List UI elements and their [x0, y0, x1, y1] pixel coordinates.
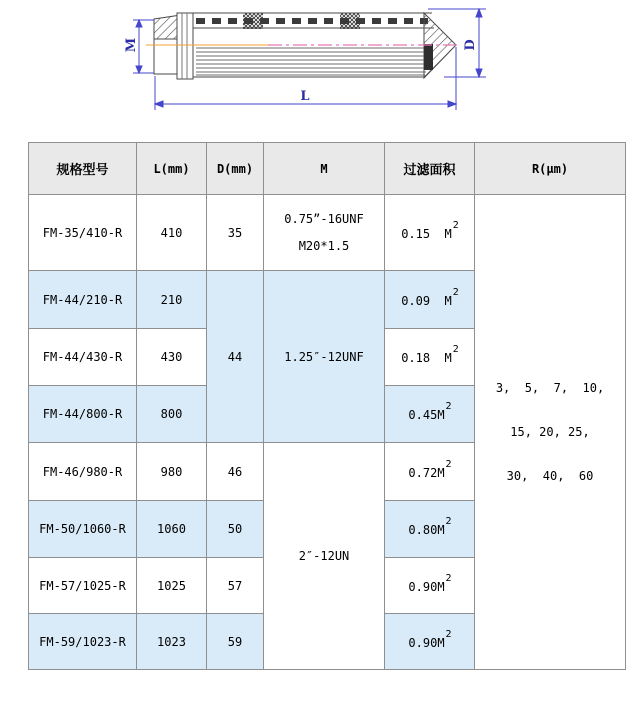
filter-body-outline: [154, 13, 456, 79]
superscript-2: 2: [452, 219, 459, 231]
dim-label-m: M: [124, 37, 139, 53]
model-cell: FM-46/980-R: [29, 443, 137, 501]
model-cell: FM-35/410-R: [29, 195, 137, 271]
superscript-2: 2: [452, 286, 459, 298]
diameter-cell: 57: [207, 558, 264, 614]
mesh-patch: [243, 13, 263, 29]
dim-label-l: L: [300, 89, 310, 104]
thread-cell: [264, 195, 385, 271]
header-diameter: D(mm): [207, 143, 264, 195]
thread-cell: 2″-12UN: [264, 443, 385, 670]
thread-cell: 1.25″-12UNF: [264, 271, 385, 443]
micron-line-3: 30, 40, 60: [506, 469, 594, 483]
model-cell: FM-44/800-R: [29, 386, 137, 443]
dim-label-d: D: [463, 39, 478, 51]
micron-line-2: 15, 20, 25,: [510, 425, 590, 439]
thread-line-2: M20*1.5: [298, 238, 350, 253]
area-cell: $0.90M^2$: [385, 614, 475, 670]
model-cell: FM-59/1023-R: [29, 614, 137, 670]
table-row: [29, 195, 626, 271]
header-filter-area: 过滤面积: [385, 143, 475, 195]
diameter-cell: 59: [207, 614, 264, 670]
length-cell: 1060: [137, 501, 207, 558]
model-cell: FM-57/1025-R: [29, 558, 137, 614]
model-cell: FM-44/210-R: [29, 271, 137, 329]
left-fitting-body: [154, 39, 177, 74]
length-cell: 1023: [137, 614, 207, 670]
table-header-row: [29, 143, 626, 195]
length-cell: 210: [137, 271, 207, 329]
header-micron-rating: R(μm): [475, 143, 626, 195]
collar: [177, 13, 193, 79]
pleat-lines: [196, 48, 427, 75]
length-cell: 800: [137, 386, 207, 443]
area-cell: $0.72M^2$: [385, 443, 475, 501]
area-cell: $0.45M^2$: [385, 386, 475, 443]
diameter-cell: 46: [207, 443, 264, 501]
area-cell: 0.18 $M^2$: [385, 329, 475, 386]
area-cell: $0.80M^2$: [385, 501, 475, 558]
area-cell: 0.09 $M^2$: [385, 271, 475, 329]
diameter-cell: 44: [207, 271, 264, 443]
area-cell: $0.90M^2$: [385, 558, 475, 614]
cone-slot: [424, 44, 433, 70]
technical-drawing: [0, 0, 634, 135]
superscript-2: 2: [445, 458, 452, 470]
mesh-patch: [340, 13, 360, 29]
header-model: 规格型号: [29, 143, 137, 195]
superscript-2: 2: [445, 516, 452, 527]
length-cell: 1025: [137, 558, 207, 614]
thread-line-1: 0.75”-16UNF: [284, 211, 364, 226]
superscript-2: 2: [452, 344, 459, 355]
superscript-2: 2: [445, 401, 452, 412]
diameter-cell: 35: [207, 195, 264, 271]
area-cell: 0.15 $M^2$: [385, 195, 475, 271]
superscript-2: 2: [445, 628, 452, 640]
header-thread: M: [264, 143, 385, 195]
length-cell: 430: [137, 329, 207, 386]
micron-line-1: 3, 5, 7, 10,: [495, 381, 605, 395]
header-length: L(mm): [137, 143, 207, 195]
spec-table: [28, 142, 626, 670]
length-cell: 980: [137, 443, 207, 501]
model-cell: FM-50/1060-R: [29, 501, 137, 558]
superscript-2: 2: [445, 572, 452, 584]
micron-rating-cell: [475, 195, 626, 670]
model-cell: FM-44/430-R: [29, 329, 137, 386]
diameter-cell: 50: [207, 501, 264, 558]
length-cell: 410: [137, 195, 207, 271]
